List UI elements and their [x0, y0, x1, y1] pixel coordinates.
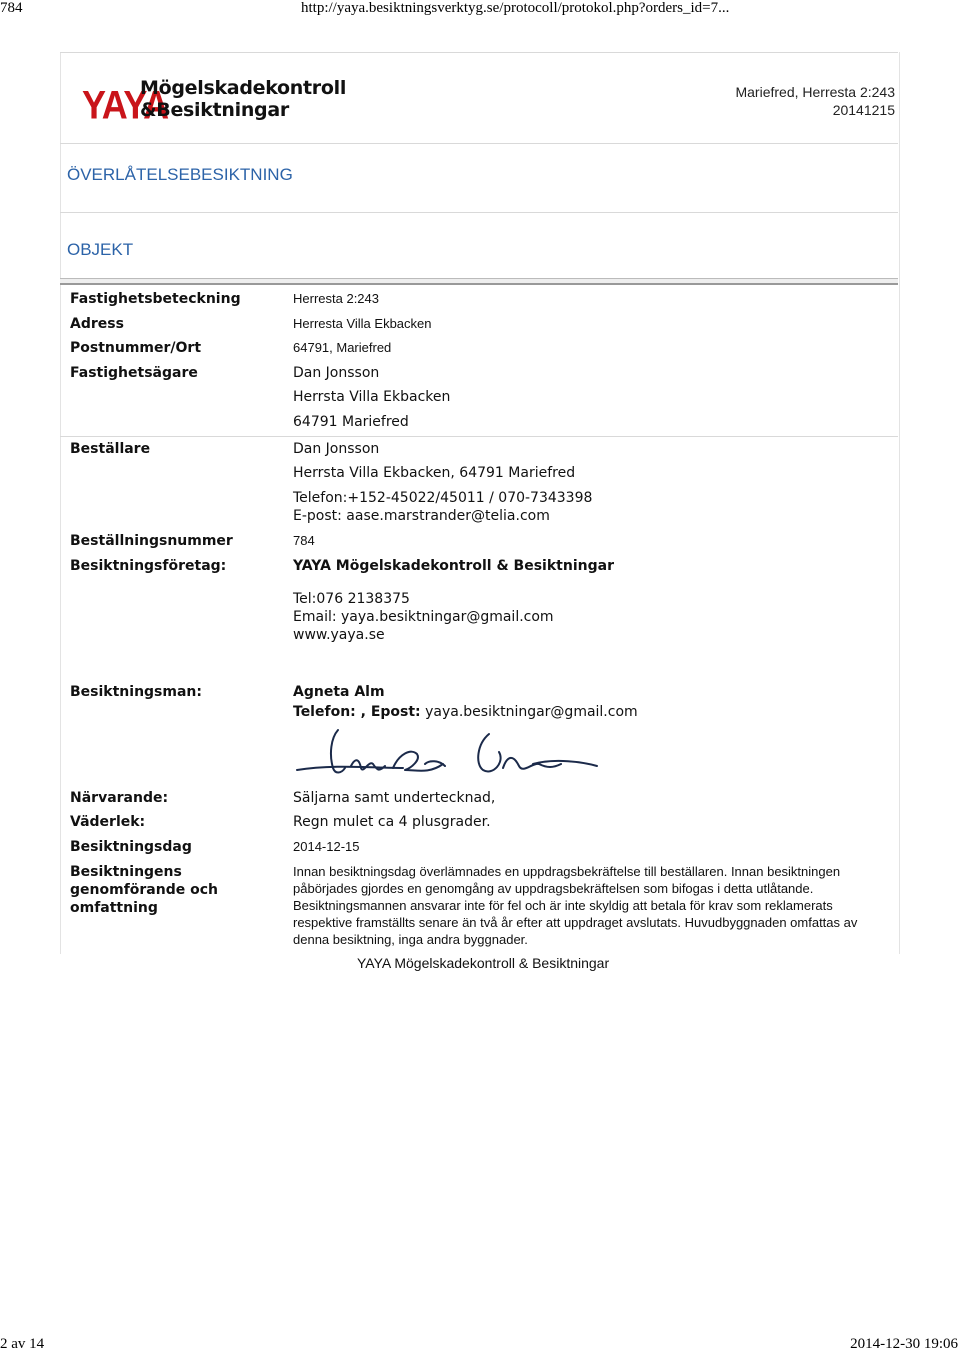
genomforande-line: denna besiktning, inga andra byggnader.	[293, 932, 528, 947]
value-agare-address: Herrsta Villa Ekbacken	[293, 389, 451, 405]
page-count: 2 av 14	[0, 1336, 45, 1352]
title-divider	[60, 212, 898, 213]
label-vaderlek: Väderlek:	[70, 814, 146, 830]
label-narvarande: Närvarande:	[70, 790, 169, 806]
value-bestallare-address: Herrsta Villa Ekbacken, 64791 Mariefred	[293, 465, 576, 481]
logo-line-2: &Besiktningar	[140, 99, 289, 121]
document-title: ÖVERLÅTELSEBESIKTNING	[67, 165, 293, 184]
value-foretag-email: Email: yaya.besiktningar@gmail.com	[293, 609, 554, 625]
genomforande-text	[293, 863, 893, 948]
value-postnummer: 64791, Mariefred	[293, 340, 392, 355]
genomforande-line: Innan besiktningsdag överlämnades en uppdragsbekräftelse till beställaren. Innan besiktningen	[293, 864, 841, 879]
value-adress: Herresta Villa Ekbacken	[293, 316, 432, 331]
footer-company: YAYA Mögelskadekontroll & Besiktningar	[357, 955, 610, 971]
label-postnummer: Postnummer/Ort	[70, 340, 202, 356]
value-bestallare-name: Dan Jonsson	[293, 441, 380, 457]
genomforande-line: Besiktningsmannen ansvarar inte för fel och är inte skyldig att betala för krav som reklamerats	[293, 898, 833, 913]
header-date: 20141215	[832, 102, 895, 118]
value-agare-name: Dan Jonsson	[293, 365, 380, 381]
print-datetime: 2014-12-30 19:06	[850, 1336, 958, 1352]
value-fastighetsbeteckning: Herresta 2:243	[293, 291, 379, 306]
value-bestallare-email: E-post: aase.marstrander@telia.com	[293, 508, 550, 524]
value-foretag-web: www.yaya.se	[293, 627, 385, 643]
label-fastighetsagare: Fastighetsägare	[70, 365, 198, 381]
genomforande-line: påbörjades gjordes en genomgång av uppdragsbekräftelsen som bifogas i detta utlåtande.	[293, 881, 814, 896]
logo-mark: YAYA	[82, 82, 169, 128]
besiktningsman-contact-email: yaya.besiktningar@gmail.com	[425, 704, 638, 720]
label-genomforande-1: Besiktningens	[70, 864, 182, 880]
value-besiktningsdag: 2014-12-15	[293, 839, 360, 854]
page-number: 784	[0, 0, 23, 16]
company-logo	[82, 77, 354, 128]
label-besiktningsforetag: Besiktningsföretag:	[70, 558, 227, 574]
objekt-divider	[60, 278, 898, 285]
value-agare-city: 64791 Mariefred	[293, 414, 409, 430]
value-foretag-tel: Tel:076 2138375	[293, 591, 410, 607]
owner-divider	[60, 436, 898, 437]
label-adress: Adress	[70, 316, 124, 332]
label-bestallare: Beställare	[70, 441, 151, 457]
value-foretag-name: YAYA Mögelskadekontroll & Besiktningar	[293, 558, 614, 574]
section-objekt: OBJEKT	[67, 240, 134, 259]
label-besiktningsdag: Besiktningsdag	[70, 839, 192, 855]
value-besiktningsman-name: Agneta Alm	[293, 684, 385, 700]
value-narvarande: Säljarna samt undertecknad,	[293, 790, 496, 806]
label-besiktningsman: Besiktningsman:	[70, 684, 202, 700]
value-besiktningsman-contact	[293, 703, 638, 721]
page-url: http://yaya.besiktningsverktyg.se/protocoll/protokol.php?orders_id=7...	[301, 0, 730, 16]
label-genomforande-3: omfattning	[70, 900, 158, 916]
besiktningsman-contact-prefix: Telefon: , Epost:	[293, 704, 421, 720]
logo-line-1: Mögelskadekontroll	[140, 77, 347, 99]
label-bestallningsnummer: Beställningsnummer	[70, 533, 233, 549]
signature-image	[293, 724, 603, 784]
label-genomforande-2: genomförande och	[70, 882, 218, 898]
value-bestallare-phone: Telefon:+152-45022/45011 / 070-7343398	[293, 490, 593, 506]
genomforande-line: respektive framställts senare än två år efter att uppdraget avslutats. Huvudbyggnaden omfattas av	[293, 915, 858, 930]
header-location: Mariefred, Herresta 2:243	[735, 84, 895, 100]
value-vaderlek: Regn mulet ca 4 plusgrader.	[293, 814, 491, 830]
label-fastighetsbeteckning: Fastighetsbeteckning	[70, 291, 241, 307]
top-divider	[60, 52, 898, 53]
header-divider	[60, 143, 898, 144]
value-bestallningsnummer: 784	[293, 533, 315, 548]
